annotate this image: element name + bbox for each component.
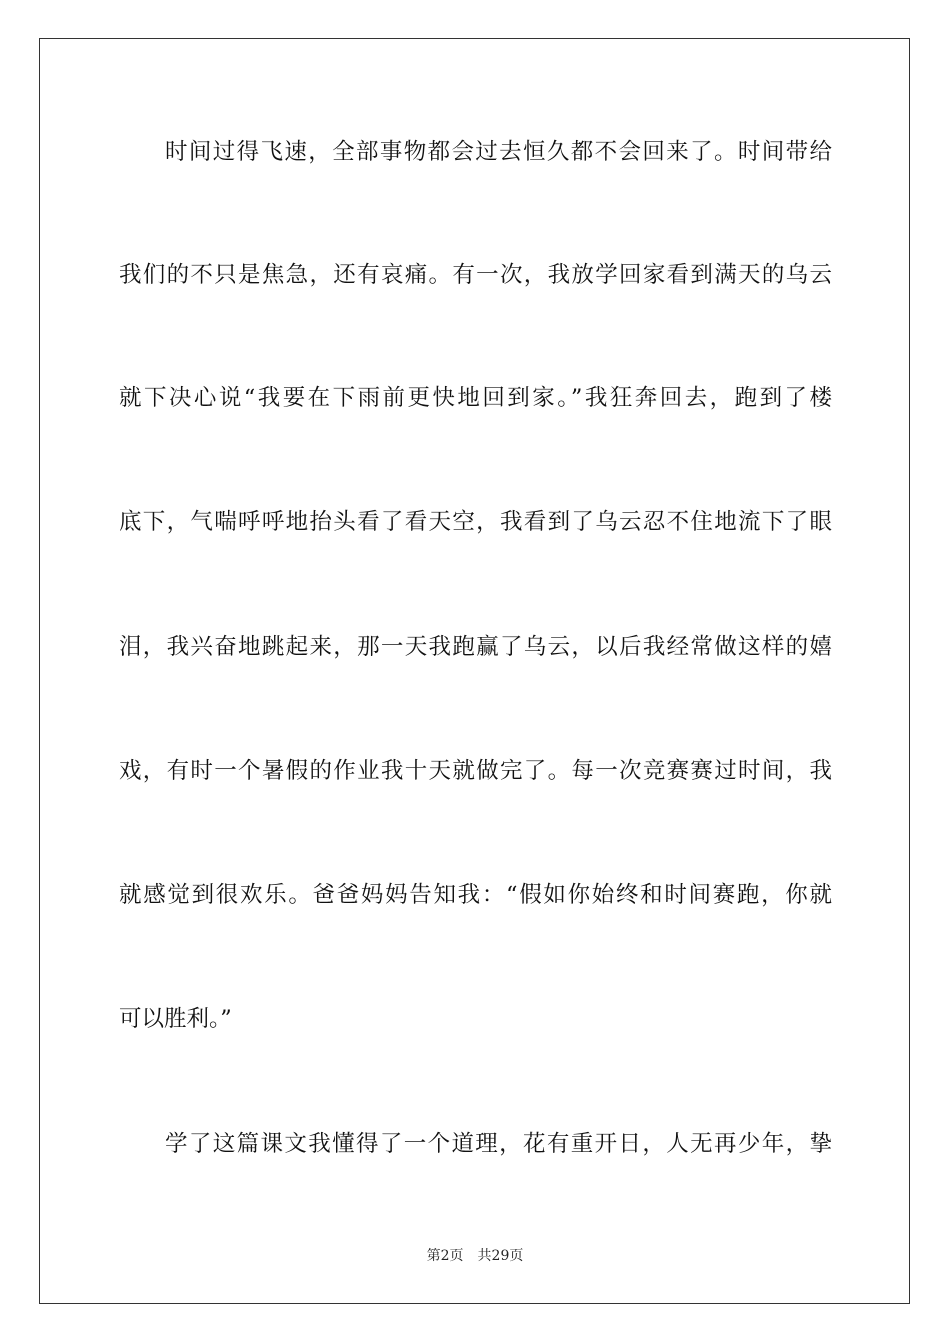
paragraph-1-line-1: 时间过得飞速，全部事物都会过去恒久都不会回来了。时间带给 [165,139,832,165]
paragraph-1-line-2: 我们的不只是焦急，还有哀痛。有一次，我放学回家看到满天的乌云 [119,262,832,288]
page-footer [0,1247,950,1265]
paragraph-1-line-3: 就下决心说“我要在下雨前更快地回到家。”我狂奔回去，跑到了楼 [119,385,832,411]
paragraph-1-line-5: 泪，我兴奋地跳起来，那一天我跑赢了乌云，以后我经常做这样的嬉 [119,634,832,660]
paragraph-1-line-4: 底下，气喘呼呼地抬头看了看天空，我看到了乌云忍不住地流下了眼 [119,509,832,535]
paragraph-1-line-7: 就感觉到很欢乐。爸爸妈妈告知我：“假如你始终和时间赛跑，你就 [119,882,832,908]
page-frame [39,38,910,1304]
paragraph-1-line-6: 戏，有时一个暑假的作业我十天就做完了。每一次竞赛赛过时间，我 [119,758,832,784]
paragraph-2-line-1: 学了这篇课文我懂得了一个道理，花有重开日，人无再少年，挚 [165,1131,832,1157]
paragraph-1-line-8: 可以胜利。” [119,1006,232,1032]
page-number: 第2页 [426,1248,464,1264]
page-total: 共29页 [477,1248,524,1264]
